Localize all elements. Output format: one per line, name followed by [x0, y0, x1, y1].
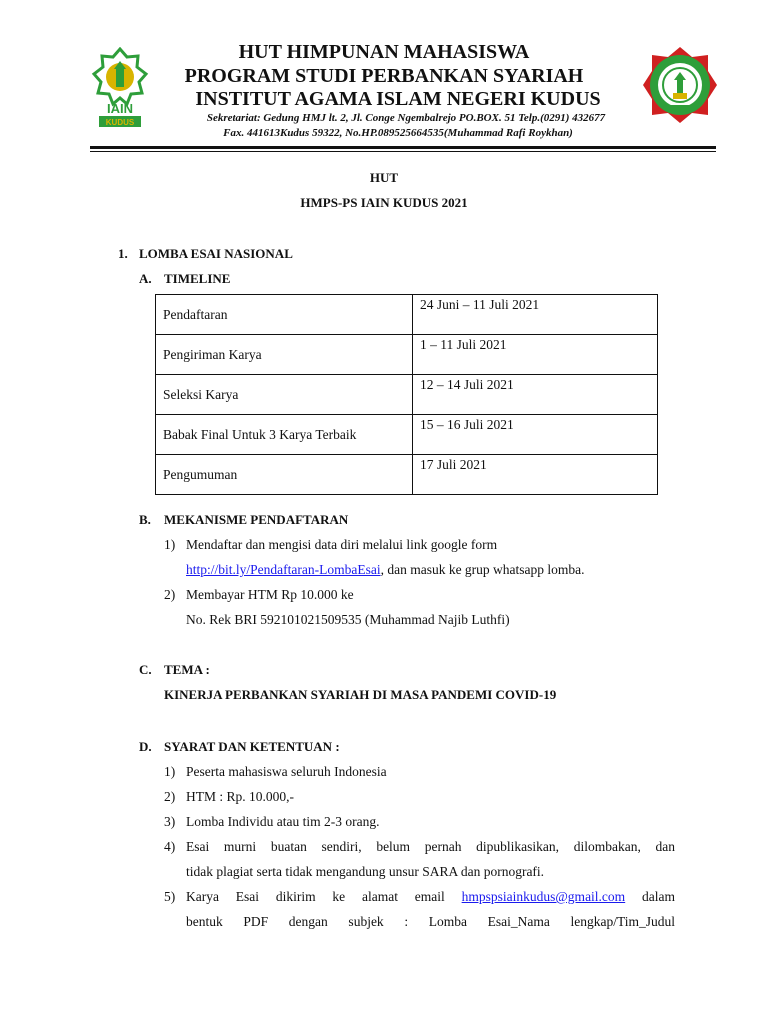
list-item-text: Peserta mahasiswa seluruh Indonesia [186, 764, 387, 779]
header-line-3: INSTITUT AGAMA ISLAM NEGERI KUDUS [195, 88, 601, 110]
table-row [156, 335, 658, 375]
list-number: 4) [164, 839, 176, 854]
header-address-2: Fax. 441613Kudus 59322, No.HP.089525664535(Muhammad Rafi Roykhan) [223, 127, 573, 139]
email-suffix-text: dalam [642, 889, 676, 904]
header-rule-thin [90, 151, 716, 152]
list-item-text-rest: , dan masuk ke grup whatsapp lomba. [380, 562, 585, 577]
header-address-1: Sekretariat: Gedung HMJ lt. 2, Jl. Conge Ngembalrejo PO.BOX. 51 Telp.(0291) 432677 [206, 112, 606, 124]
timeline-date: 24 Juni – 11 Juli 2021 [413, 295, 658, 335]
list-number: 2) [164, 587, 176, 602]
svg-text:KUDUS: KUDUS [105, 118, 135, 127]
svg-text:IAIN: IAIN [107, 101, 133, 116]
timeline-date: 15 – 16 Juli 2021 [413, 415, 658, 455]
list-item-text: Esai murni buatan sendiri, belum pernah dipublikasikan, dilombakan, dan [186, 839, 675, 854]
table-row [156, 455, 658, 495]
list-number: 5) [164, 889, 176, 904]
list-number: 2) [164, 789, 176, 804]
list-item-text: tidak plagiat serta tidak mengandung unsur SARA dan pornografi. [186, 864, 545, 879]
list-number: 1) [164, 764, 176, 779]
list-item-text [186, 561, 585, 578]
list-number: 1) [164, 537, 176, 552]
list-number: 3) [164, 814, 176, 829]
list-item-text: HTM : Rp. 10.000,- [186, 789, 294, 804]
list-item-text: Lomba Individu atau tim 2-3 orang. [186, 814, 380, 829]
header-rule-thick [90, 146, 716, 149]
sub-a-title: TIMELINE [164, 271, 231, 286]
timeline-activity: Seleksi Karya [156, 375, 413, 415]
timeline-activity: Pendaftaran [156, 295, 413, 335]
sub-b-letter: B. [139, 512, 151, 527]
sub-c-letter: C. [139, 662, 152, 677]
timeline-date: 12 – 14 Juli 2021 [413, 375, 658, 415]
table-row [156, 415, 658, 455]
list-item-text [186, 888, 675, 905]
list-item-text: Mendaftar dan mengisi data diri melalui link google form [186, 537, 498, 552]
doc-title-1: HUT [369, 170, 399, 185]
header-line-1: HUT HIMPUNAN MAHASISWA [238, 41, 530, 63]
table-row [156, 375, 658, 415]
table-row [156, 295, 658, 335]
section-title: LOMBA ESAI NASIONAL [139, 246, 293, 261]
sub-c-title: TEMA : [164, 662, 210, 677]
list-item-text: bentuk PDF dengan subjek : Lomba Esai_Nama lengkap/Tim_Judul [186, 914, 675, 929]
email-prefix-text: Karya Esai dikirim ke alamat email [186, 889, 445, 904]
sub-a-letter: A. [139, 271, 152, 286]
timeline-date: 1 – 11 Juli 2021 [413, 335, 658, 375]
section-number: 1. [118, 246, 128, 261]
list-item-text: Membayar HTM Rp 10.000 ke [186, 587, 354, 602]
list-item-text: No. Rek BRI 592101021509535 (Muhammad Najib Luthfi) [186, 612, 510, 627]
timeline-table [155, 294, 658, 495]
doc-title-2: HMPS-PS IAIN KUDUS 2021 [300, 195, 468, 210]
theme-text: KINERJA PERBANKAN SYARIAH DI MASA PANDEMI COVID-19 [164, 687, 557, 702]
sub-d-letter: D. [139, 739, 152, 754]
registration-link[interactable]: http://bit.ly/Pendaftaran-LombaEsai [186, 562, 381, 577]
sub-b-title: MEKANISME PENDAFTARAN [164, 512, 349, 527]
timeline-activity: Babak Final Untuk 3 Karya Terbaik [156, 415, 413, 455]
timeline-activity: Pengiriman Karya [156, 335, 413, 375]
sub-d-title: SYARAT DAN KETENTUAN : [164, 739, 340, 754]
timeline-activity: Pengumuman [156, 455, 413, 495]
header-line-2: PROGRAM STUDI PERBANKAN SYARIAH [184, 65, 584, 87]
timeline-date: 17 Juli 2021 [413, 455, 658, 495]
email-link[interactable]: hmpspsiainkudus@gmail.com [461, 889, 626, 904]
